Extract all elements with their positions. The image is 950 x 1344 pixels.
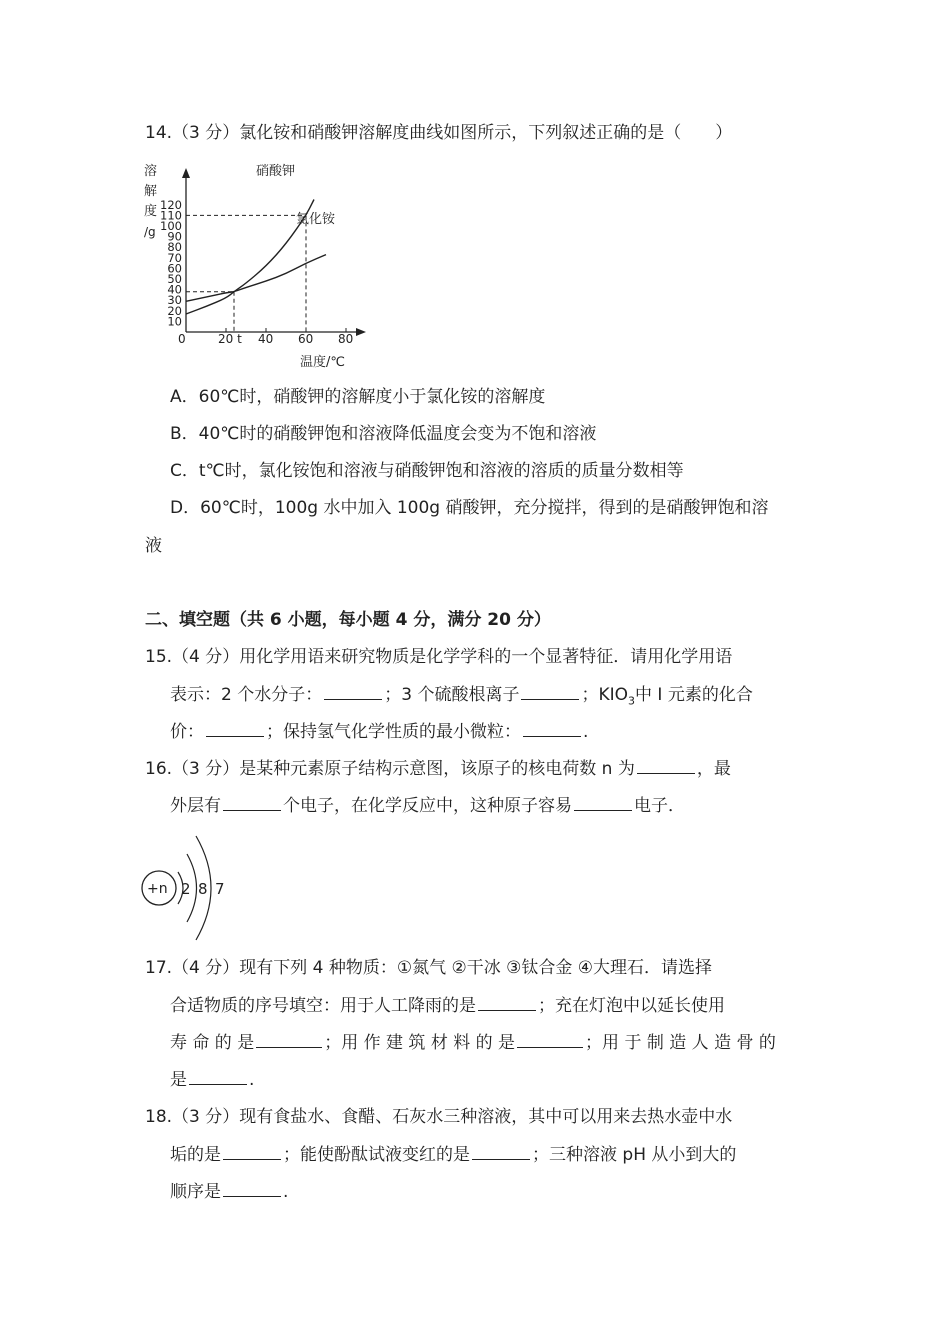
q18-line-1: 18.（3 分）现有食盐水、食醋、石灰水三种溶液，其中可以用来去热水壶中水 <box>145 1107 733 1127</box>
answer-blank[interactable] <box>189 1068 247 1085</box>
answer-blank[interactable] <box>472 1143 530 1160</box>
graph-xlabel: 温度/℃ <box>300 355 345 370</box>
shell-electrons-2: 8 <box>198 880 208 898</box>
x-tick-label: 60 <box>298 332 314 346</box>
q14-option-d: D．60℃时，100g 水中加入 100g 硝酸钾，充分搅拌，得到的是硝酸钾饱和溶 <box>170 498 769 518</box>
answer-blank[interactable] <box>223 794 281 811</box>
curve-nh4cl <box>186 255 326 302</box>
q14-option-d-cont: 液 <box>145 536 162 556</box>
q17-text: ；用 作 建 筑 材 料 的 是 <box>324 1033 516 1053</box>
y-tick-label: 10 <box>167 314 182 329</box>
q18-text: 顺序是 <box>170 1182 221 1202</box>
answer-blank[interactable] <box>324 683 382 700</box>
y-tick-label: 80 <box>167 240 182 255</box>
curve-label-kno3: 硝酸钾 <box>256 164 296 179</box>
y-tick-label: 50 <box>167 272 182 286</box>
graph-ylabel-2: 解 <box>144 184 158 199</box>
q18-text: 垢的是 <box>170 1145 221 1165</box>
q17-text: ；充在灯泡中以延长使用 <box>538 996 725 1016</box>
x-tick-label: 40 <box>258 332 274 346</box>
answer-blank[interactable] <box>521 683 579 700</box>
answer-blank[interactable] <box>223 1143 281 1160</box>
answer-blank[interactable] <box>256 1031 322 1048</box>
answer-blank[interactable] <box>574 794 632 811</box>
y-tick-label: 120 <box>160 197 182 212</box>
nucleus-label: +n <box>147 881 168 897</box>
q15-text: ；KIO <box>581 685 629 705</box>
y-axis-arrow <box>182 168 190 178</box>
graph-ylabel-3: 度 <box>144 204 158 219</box>
q16-line-2 <box>170 794 685 817</box>
x-tick-label: 0 <box>178 332 186 346</box>
x-axis-arrow <box>356 328 366 336</box>
q17-text: 合适物质的序号填空：用于人工降雨的是 <box>170 996 476 1016</box>
q15-text: 表示：2 个水分子： <box>170 685 323 705</box>
answer-blank[interactable] <box>637 757 695 774</box>
q17-line-1: 17.（4 分）现有下列 4 种物质：①氮气 ②干冰 ③钛合金 ④大理石．请选择 <box>145 958 713 978</box>
q15-line-3 <box>170 720 588 743</box>
y-tick-label: 70 <box>167 250 182 265</box>
answer-blank[interactable] <box>206 720 264 737</box>
q15-text: . <box>583 722 589 742</box>
q18-line-3 <box>170 1180 288 1203</box>
q17-line-3 <box>170 1031 776 1054</box>
q15-text: 价： <box>170 722 204 742</box>
q15-text: ；保持氢气化学性质的最小微粒： <box>266 722 521 742</box>
q16-text: ，最 <box>696 759 731 779</box>
y-tick-label: 100 <box>160 219 182 233</box>
answer-blank[interactable] <box>223 1180 281 1197</box>
q17-text: 寿 命 的 是 <box>170 1033 255 1053</box>
x-tick-label: 20 t <box>218 332 242 346</box>
q18-text: . <box>283 1182 289 1202</box>
q17-line-2 <box>170 994 725 1017</box>
q18-line-2 <box>170 1143 736 1166</box>
y-tick-label: 110 <box>160 208 182 223</box>
atom-structure-diagram <box>140 830 250 950</box>
q16-text: 16.（3 分）是某种元素原子结构示意图，该原子的核电荷数 n 为 <box>145 759 635 779</box>
q15-line-2 <box>170 683 753 712</box>
answer-blank[interactable] <box>517 1031 583 1048</box>
q17-text: ；用 于 制 造 人 造 骨 的 <box>585 1033 776 1053</box>
q18-text: ；三种溶液 pH 从小到大的 <box>532 1145 737 1165</box>
solubility-graph <box>138 156 378 371</box>
q14-stem: 14.（3 分）氯化铵和硝酸钾溶解度曲线如图所示，下列叙述正确的是（ ） <box>145 123 733 143</box>
shell-electrons-3: 7 <box>215 880 225 898</box>
answer-blank[interactable] <box>478 994 536 1011</box>
q15-text: ；3 个硫酸根离子 <box>384 685 520 705</box>
x-tick-label: 80 <box>338 332 354 346</box>
y-tick-label: 60 <box>167 261 182 276</box>
answer-blank[interactable] <box>523 720 581 737</box>
q16-text: 电子． <box>634 796 685 816</box>
graph-ylabel-1: 溶 <box>144 164 158 179</box>
q15-subscript: 3 <box>628 694 636 708</box>
graph-ylabel-4: /g <box>144 225 156 239</box>
q18-text: ；能使酚酞试液变红的是 <box>283 1145 470 1165</box>
q15-line-1: 15.（4 分）用化学用语来研究物质是化学学科的一个显著特征．请用化学用语 <box>145 647 733 667</box>
q14-option-b: B．40℃时的硝酸钾饱和溶液降低温度会变为不饱和溶液 <box>170 424 597 444</box>
y-tick-label: 20 <box>167 303 182 318</box>
q16-text: 外层有 <box>170 796 221 816</box>
q14-option-c: C．t℃时，氯化铵饱和溶液与硝酸钾饱和溶液的溶质的质量分数相等 <box>170 461 684 481</box>
y-tick-label: 90 <box>167 229 182 244</box>
curve-label-nh4cl: 氯化铵 <box>296 212 336 227</box>
q16-line-1 <box>145 757 731 780</box>
q14-option-a: A．60℃时，硝酸钾的溶解度小于氯化铵的溶解度 <box>170 387 546 407</box>
y-tick-label: 40 <box>167 282 182 297</box>
q17-text: . <box>249 1070 255 1090</box>
y-tick-label: 30 <box>167 293 182 308</box>
q16-text: 个电子，在化学反应中，这种原子容易 <box>283 796 572 816</box>
q17-text: 是 <box>170 1070 187 1090</box>
shell-electrons-1: 2 <box>181 880 191 898</box>
q15-text: 中 I 元素的化合 <box>635 685 753 705</box>
q17-line-4 <box>170 1068 254 1091</box>
section-heading: 二、填空题（共 6 小题，每小题 4 分，满分 20 分） <box>145 610 551 630</box>
